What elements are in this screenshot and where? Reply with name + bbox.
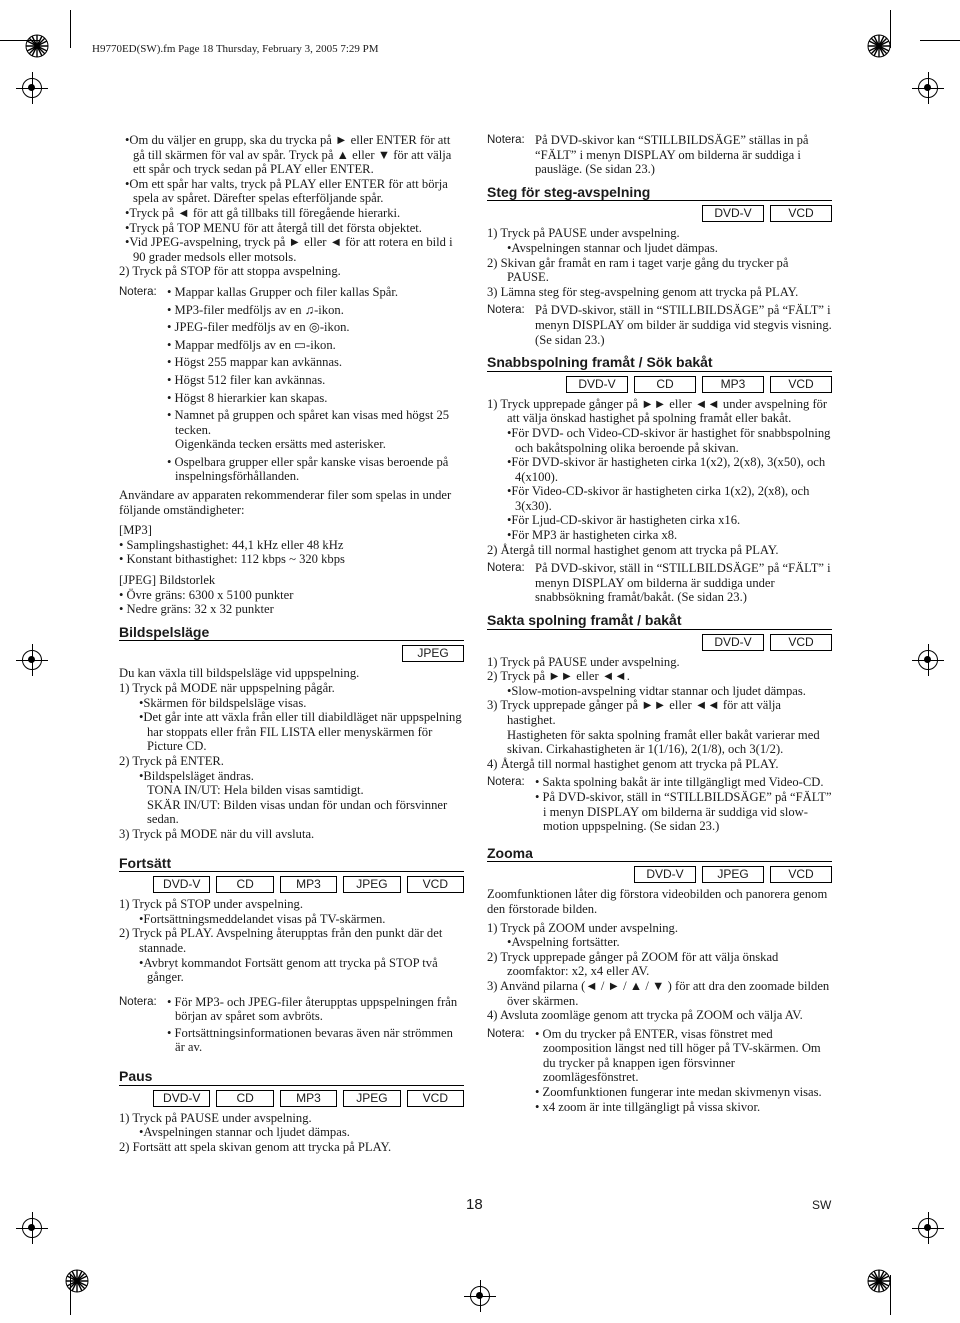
- section-heading-snabbspolning: Snabbspolning framåt / Sök bakåt: [487, 355, 832, 372]
- crop-line: [890, 1275, 891, 1315]
- step-text: 3) Använd pilarna (◄ / ► / ▲ / ▼ ) för att dra den zoomade bilden över skärmen.: [487, 978, 830, 1008]
- note-block: [487, 133, 832, 177]
- format-title: [JPEG] Bildstorlek: [119, 573, 216, 588]
- bullet-text: •För DVD-skivor är hastigheten cirka 1(x2), 2(x8), 3(x50), och 4(x100).: [507, 455, 826, 484]
- disc-badge: DVD-V: [702, 205, 764, 222]
- note-item: • På DVD-skivor, ställ in “STILLBILDSÄGE” på “FÄLT” i menyn DISPLAY om bilderna är suddiga vid slow-motion uppspelning. (Se sidan 23.): [535, 789, 832, 834]
- instruction-text: •Om du väljer en grupp, ska du trycka på ► eller ENTER för att gå till skärmen för val av spår. Tryck på ▲ eller ▼ för att välja ett spår och tryck sedan på PLAY eller ENTER.: [125, 133, 452, 177]
- disc-badge: VCD: [770, 376, 832, 393]
- format-spec: • Nedre gräns: 32 x 32 punkter: [119, 602, 274, 617]
- disc-badge: DVD-V: [153, 876, 210, 893]
- starburst-mark-icon: [866, 33, 892, 59]
- format-spec: • Samplingshastighet: 44,1 kHz eller 48 kHz: [119, 537, 344, 552]
- section-heading-sakta: Sakta spolning framåt / bakåt: [487, 613, 832, 630]
- disc-badge: DVD-V: [634, 866, 696, 883]
- note-item: På DVD-skivor, ställ in “STILLBILDSÄGE” på “FÄLT” i menyn DISPLAY om bilder är suddiga vid stegvis visning. (Se sidan 23.): [535, 303, 832, 347]
- disc-badge: VCD: [770, 205, 832, 222]
- format-title: [MP3]: [119, 523, 152, 538]
- instruction-text: •Vid JPEG-avspelning, tryck på ► eller ◄ för att rotera en bild i 90 grader medsols eller motsols.: [125, 235, 453, 264]
- note-item: • Sakta spolning bakåt är inte tillgängligt med Video-CD.: [535, 775, 824, 790]
- bullet-text: •Skärmen för bildspelsläge visas.: [139, 695, 307, 710]
- step-text: 1) Tryck på STOP under avspelning.: [119, 897, 304, 912]
- note-label: Notera:: [119, 285, 157, 298]
- crop-line: [920, 40, 960, 41]
- step-text: 2) Tryck upprepade gånger på ZOOM för att välja önskad zoomfaktor: x2, x4 eller AV.: [487, 949, 779, 979]
- registration-mark-icon: [470, 1286, 490, 1306]
- note-item: • Fortsättningsinformationen bevaras även när strömmen är av.: [167, 1025, 453, 1055]
- note-label: Notera:: [487, 1027, 525, 1040]
- bullet-text: •Avspelningen stannar och ljudet dämpas.: [507, 240, 718, 255]
- disc-badge: MP3: [280, 1090, 337, 1107]
- registration-mark-icon: [22, 1218, 42, 1238]
- paragraph: Du kan växla till bildspelsläge vid uppspelning.: [119, 666, 360, 681]
- note-block: [487, 1027, 832, 1115]
- note-label: Notera:: [487, 134, 525, 146]
- step-text: 1) Tryck på MODE när uppspelning pågår.: [119, 681, 335, 695]
- step-text: 3) Tryck på MODE när du vill avsluta.: [119, 826, 315, 841]
- disc-badge: JPEG: [702, 866, 764, 883]
- note-item: • Högst 255 mappar kan avkännas.: [167, 355, 343, 370]
- note-item: • Mappar medföljs av en ▭-ikon.: [167, 337, 336, 352]
- registration-mark-icon: [22, 650, 42, 670]
- instruction-text: •Om ett spår har valts, tryck på PLAY eller ENTER för att börja spela av spåret. Därefter spelas efterföljande spår.: [125, 176, 448, 206]
- note-item: På DVD-skivor, ställ in “STILLBILDSÄGE” på “FÄLT” i menyn DISPLAY om bilderna är suddiga under snabbsökning framåt/bakåt. (Se sidan 23.): [535, 561, 831, 605]
- starburst-mark-icon: [24, 33, 50, 59]
- note-block: [487, 303, 832, 347]
- disc-badge: VCD: [770, 634, 832, 651]
- bullet-text: •Det går inte att växla från eller till diabildläget när uppspelning har stoppats eller från FIL LISTA eller menyskärmen för Picture CD.: [139, 710, 462, 754]
- step-text: 4) Avsluta zoomläge genom att trycka på ZOOM och välja AV.: [487, 1008, 803, 1023]
- crop-line: [70, 1275, 71, 1315]
- step-text: 1) Tryck på PAUSE under avspelning.: [487, 654, 680, 669]
- step-text: 1) Tryck upprepade gånger på ►► eller ◄◄ under avspelning för att välja önskad hastighet på spolning framåt eller bakåt.: [487, 396, 828, 426]
- disc-badge: DVD-V: [566, 376, 628, 393]
- note-item: På DVD-skivor kan “STILLBILDSÄGE” ställas in på “FÄLT” i menyn DISPLAY om bilderna är suddiga i pausläge. (Se sidan 23.): [535, 133, 809, 177]
- registration-mark-icon: [22, 78, 42, 98]
- disc-badge: CD: [216, 1090, 273, 1107]
- bullet-text: •Slow-motion-avspelning vidtar stannar och ljudet dämpas.: [507, 683, 806, 698]
- registration-mark-icon: [918, 650, 938, 670]
- note-item: • Zoomfunktionen fungerar inte medan skivmenyn visas.: [535, 1085, 822, 1100]
- note-block: [487, 775, 832, 833]
- note-item: • x4 zoom är inte tillgängligt på vissa skivor.: [535, 1099, 761, 1114]
- step-text: 3) Lämna steg för steg-avspelning genom att trycka på PLAY.: [487, 284, 799, 299]
- disc-badge: MP3: [280, 876, 337, 893]
- step-text: 2) Tryck på ENTER.: [119, 753, 224, 768]
- registration-mark-icon: [918, 78, 938, 98]
- step-text: 1) Tryck på PAUSE under avspelning.: [119, 1110, 312, 1125]
- note-item: • JPEG-filer medföljs av en ◎-ikon.: [167, 320, 350, 335]
- note-block: [487, 561, 832, 605]
- note-item: • MP3-filer medföljs av en ♫-ikon.: [167, 302, 344, 317]
- starburst-mark-icon: [64, 1268, 90, 1294]
- note-label: Notera:: [487, 304, 525, 317]
- step-text: 1) Tryck på PAUSE under avspelning.: [487, 226, 680, 241]
- bullet-text: TONA IN/UT: Hela bilden visas samtidigt.: [147, 783, 364, 798]
- disc-badge: JPEG: [343, 876, 400, 893]
- note-label: Notera:: [487, 562, 525, 575]
- section-heading-steg: Steg för steg-avspelning: [487, 185, 832, 202]
- bullet-text: •Bildspelsläget ändras.: [139, 768, 254, 783]
- bullet-text: •Avbryt kommandot Fortsätt genom att trycka på STOP två gånger.: [139, 955, 438, 985]
- disc-badge: CD: [634, 376, 696, 393]
- note-item: • Mappar kallas Grupper och filer kallas Spår.: [167, 284, 399, 299]
- section-heading-bildspelslage: Bildspelsläge: [119, 625, 464, 642]
- bullet-text: SKÄR IN/UT: Bilden visas undan för undan och försvinner sedan.: [147, 797, 448, 827]
- disc-badge: DVD-V: [153, 1090, 210, 1107]
- disc-badge: VCD: [770, 866, 832, 883]
- step-text: 4) Återgå till normal hastighet genom att trycka på PLAY.: [487, 756, 779, 771]
- disc-badge: CD: [216, 876, 273, 893]
- bullet-text: •Fortsättningsmeddelandet visas på TV-skärmen.: [139, 911, 386, 926]
- crop-line: [0, 40, 40, 41]
- step-text: 3) Tryck upprepade gånger på ►► eller ◄◄ för att välja hastighet.: [487, 698, 781, 727]
- page-number: 18: [466, 1196, 483, 1213]
- bullet-text: •Avspelningen stannar och ljudet dämpas.: [139, 1125, 350, 1140]
- note-item: • Ospelbara grupper eller spår kanske visas beroende på inspelningsförhållanden.: [167, 454, 449, 484]
- disc-badge: JPEG: [343, 1090, 400, 1107]
- note-block: [119, 285, 464, 484]
- starburst-mark-icon: [866, 1268, 892, 1294]
- note-label: Notera:: [487, 776, 525, 789]
- left-column: [119, 133, 464, 1154]
- bullet-text: •För Ljud-CD-skivor är hastigheten cirka x16.: [507, 513, 741, 528]
- format-spec: • Konstant bithastighet: 112 kbps ~ 320 kbps: [119, 552, 345, 567]
- right-column: [487, 133, 832, 1114]
- paragraph: Användare av apparaten rekommenderar filer som spelas in under följande omständigheter:: [119, 488, 452, 517]
- step-text: 2) Skivan går framåt en ram i taget varje gång du trycker på PAUSE.: [487, 255, 789, 285]
- disc-badge: DVD-V: [702, 634, 764, 651]
- language-code: SW: [812, 1198, 832, 1212]
- step-text: 1) Tryck på ZOOM under avspelning.: [487, 920, 678, 935]
- note-item: • Högst 512 filer kan avkännas.: [167, 372, 326, 387]
- file-header: H9770ED(SW).fm Page 18 Thursday, February 3, 2005 7:29 PM: [92, 43, 379, 55]
- step-text: 2) Tryck på STOP för att stoppa avspelning.: [119, 264, 341, 279]
- disc-badge: VCD: [407, 876, 464, 893]
- note-item: • Högst 8 hierarkier kan skapas.: [167, 390, 328, 405]
- note-item: • För MP3- och JPEG-filer återupptas uppspelningen från början av spåret som avbröts.: [167, 994, 458, 1024]
- note-label: Notera:: [119, 995, 157, 1008]
- crop-line: [70, 10, 71, 48]
- crop-line: [890, 10, 891, 48]
- note-item: Oigenkända tecken ersätts med asterisker.: [175, 437, 386, 452]
- bullet-text: •För DVD- och Video-CD-skivor är hastighet för snabbspolning och bakåtspolning olika beroende på skivan.: [507, 425, 831, 455]
- bullet-text: •För MP3 är hastigheten cirka x8.: [507, 528, 678, 543]
- note-item: • Namnet på gruppen och spåret kan visas med högst 25 tecken.: [167, 408, 450, 437]
- bullet-text: •För Video-CD-skivor är hastigheten cirka 1(x2), 2(x8), och 3(x30).: [507, 484, 810, 513]
- instruction-text: •Tryck på ◄ för att gå tillbaks till föregående hierarki.: [125, 205, 401, 220]
- step-text: 2) Återgå till normal hastighet genom att trycka på PLAY.: [487, 542, 779, 557]
- note-block: [119, 995, 464, 1055]
- instruction-text: •Tryck på TOP MENU för att återgå till det första objektet.: [125, 220, 422, 235]
- section-heading-zooma: Zooma: [487, 846, 832, 863]
- section-heading-paus: Paus: [119, 1069, 464, 1086]
- disc-badge: JPEG: [402, 645, 464, 662]
- step-text: 2) Tryck på PLAY. Avspelning återupptas från den punkt där det stannade.: [119, 926, 443, 955]
- step-text: 2) Tryck på ►► eller ◄◄.: [487, 669, 630, 684]
- bullet-text: Hastigheten för sakta spolning framåt eller bakåt varierar med skivan. Cirkahastigheten är 1(1/16), 2(1/8), och 3(1/2).: [507, 727, 820, 757]
- step-text: 2) Fortsätt att spela skivan genom att trycka på PLAY.: [119, 1139, 392, 1154]
- disc-badge: MP3: [702, 376, 764, 393]
- note-item: • Om du trycker på ENTER, visas fönstret med zoomposition längst ned till höger på TV-skärmen. Om du trycker på knappen igen försvinner zoomlägesfönstret.: [535, 1026, 821, 1085]
- section-heading-fortsatt: Fortsätt: [119, 856, 464, 873]
- paragraph: Zoomfunktionen låter dig förstora videobilden och panorera genom den förstorade bilden.: [487, 887, 828, 916]
- format-spec: • Övre gräns: 6300 x 5100 punkter: [119, 587, 294, 602]
- registration-mark-icon: [918, 1218, 938, 1238]
- bullet-text: •Avspelning fortsätter.: [507, 935, 620, 950]
- disc-badge: VCD: [407, 1090, 464, 1107]
